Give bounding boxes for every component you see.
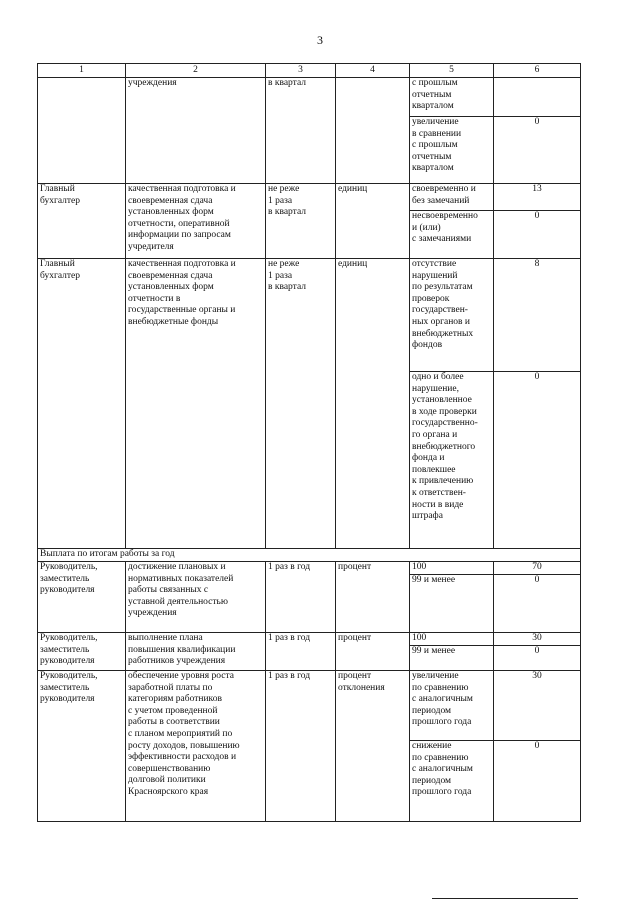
value-cell: 13 [494, 184, 581, 211]
condition-cell: с прошлым отчетным кварталом [410, 78, 494, 117]
section-row [38, 549, 581, 562]
unit-cell: процент отклонения [336, 671, 410, 822]
condition-cell: отсутствие нарушений по результатам проверок государствен- ных органов и внебюджетных фондов [410, 259, 494, 372]
position-cell: Руководитель, заместитель руководителя [38, 671, 126, 822]
criterion-cell: качественная подготовка и своевременная сдача установленных форм отчетности, оперативной информации по запросам учредителя [126, 184, 266, 259]
condition-cell: несвоевременно и (или) с замечаниями [410, 211, 494, 259]
header-col-1: 1 [38, 64, 126, 78]
header-col-4: 4 [336, 64, 410, 78]
frequency-cell: 1 раз в год [266, 671, 336, 822]
unit-cell: единиц [336, 259, 410, 549]
position-cell: Руководитель, заместитель руководителя [38, 562, 126, 633]
condition-cell: 99 и менее [410, 646, 494, 671]
condition-cell: своевременно и без замечаний [410, 184, 494, 211]
header-row [38, 64, 581, 78]
table-row [38, 562, 581, 575]
criterion-cell: учреждения [126, 78, 266, 184]
frequency-cell: 1 раз в год [266, 633, 336, 671]
unit-cell [336, 78, 410, 184]
condition-cell: 100 [410, 562, 494, 575]
value-cell: 8 [494, 259, 581, 372]
value-cell: 0 [494, 575, 581, 633]
condition-cell: увеличение в сравнении с прошлым отчетным кварталом [410, 117, 494, 184]
frequency-cell: в квартал [266, 78, 336, 184]
section-title: Выплата по итогам работы за год [38, 549, 581, 562]
frequency-cell: 1 раз в год [266, 562, 336, 633]
value-cell: 30 [494, 671, 581, 741]
criterion-cell: качественная подготовка и своевременная сдача установленных форм отчетности в государственные органы и внебюджетные фонды [126, 259, 266, 549]
bottom-rule [432, 898, 578, 899]
header-col-5: 5 [410, 64, 494, 78]
table-body [38, 78, 581, 822]
criterion-cell: достижение плановых и нормативных показателей работы связанных с уставной деятельностью учреждения [126, 562, 266, 633]
condition-cell: 100 [410, 633, 494, 646]
table-header [38, 64, 581, 78]
position-cell: Главный бухгалтер [38, 259, 126, 549]
table-row [38, 184, 581, 211]
value-cell: 30 [494, 633, 581, 646]
table-row [38, 671, 581, 741]
value-cell [494, 78, 581, 117]
header-col-6: 6 [494, 64, 581, 78]
frequency-cell: не реже 1 раза в квартал [266, 184, 336, 259]
unit-cell: процент [336, 633, 410, 671]
criterion-cell: выполнение плана повышения квалификации работников учреждения [126, 633, 266, 671]
value-cell: 0 [494, 211, 581, 259]
table-row [38, 78, 581, 117]
value-cell: 0 [494, 646, 581, 671]
value-cell: 0 [494, 117, 581, 184]
value-cell: 0 [494, 741, 581, 822]
condition-cell: снижение по сравнению с аналогичным периодом прошлого года [410, 741, 494, 822]
frequency-cell: не реже 1 раза в квартал [266, 259, 336, 549]
position-cell: Руководитель, заместитель руководителя [38, 633, 126, 671]
unit-cell: процент [336, 562, 410, 633]
unit-cell: единиц [336, 184, 410, 259]
position-cell [38, 78, 126, 184]
condition-cell: одно и более нарушение, установленное в ходе проверки государственно- го органа и внебюджетного фонда и повлекшее к привлечению к ответствен- ности в виде штрафа [410, 372, 494, 549]
condition-cell: увеличение по сравнению с аналогичным периодом прошлого года [410, 671, 494, 741]
page-number: 3 [317, 33, 323, 47]
condition-cell: 99 и менее [410, 575, 494, 633]
header-col-3: 3 [266, 64, 336, 78]
table-row [38, 633, 581, 646]
value-cell: 70 [494, 562, 581, 575]
criterion-cell: обеспечение уровня роста заработной платы по категориям работников с учетом проведенной работы в соответствии с планом мероприятий по росту доходов, повышению эффективности расходов и совершенствованию долговой политики Красноярского края [126, 671, 266, 822]
criteria-table [37, 63, 581, 822]
value-cell: 0 [494, 372, 581, 549]
position-cell: Главный бухгалтер [38, 184, 126, 259]
header-col-2: 2 [126, 64, 266, 78]
table-row [38, 259, 581, 372]
